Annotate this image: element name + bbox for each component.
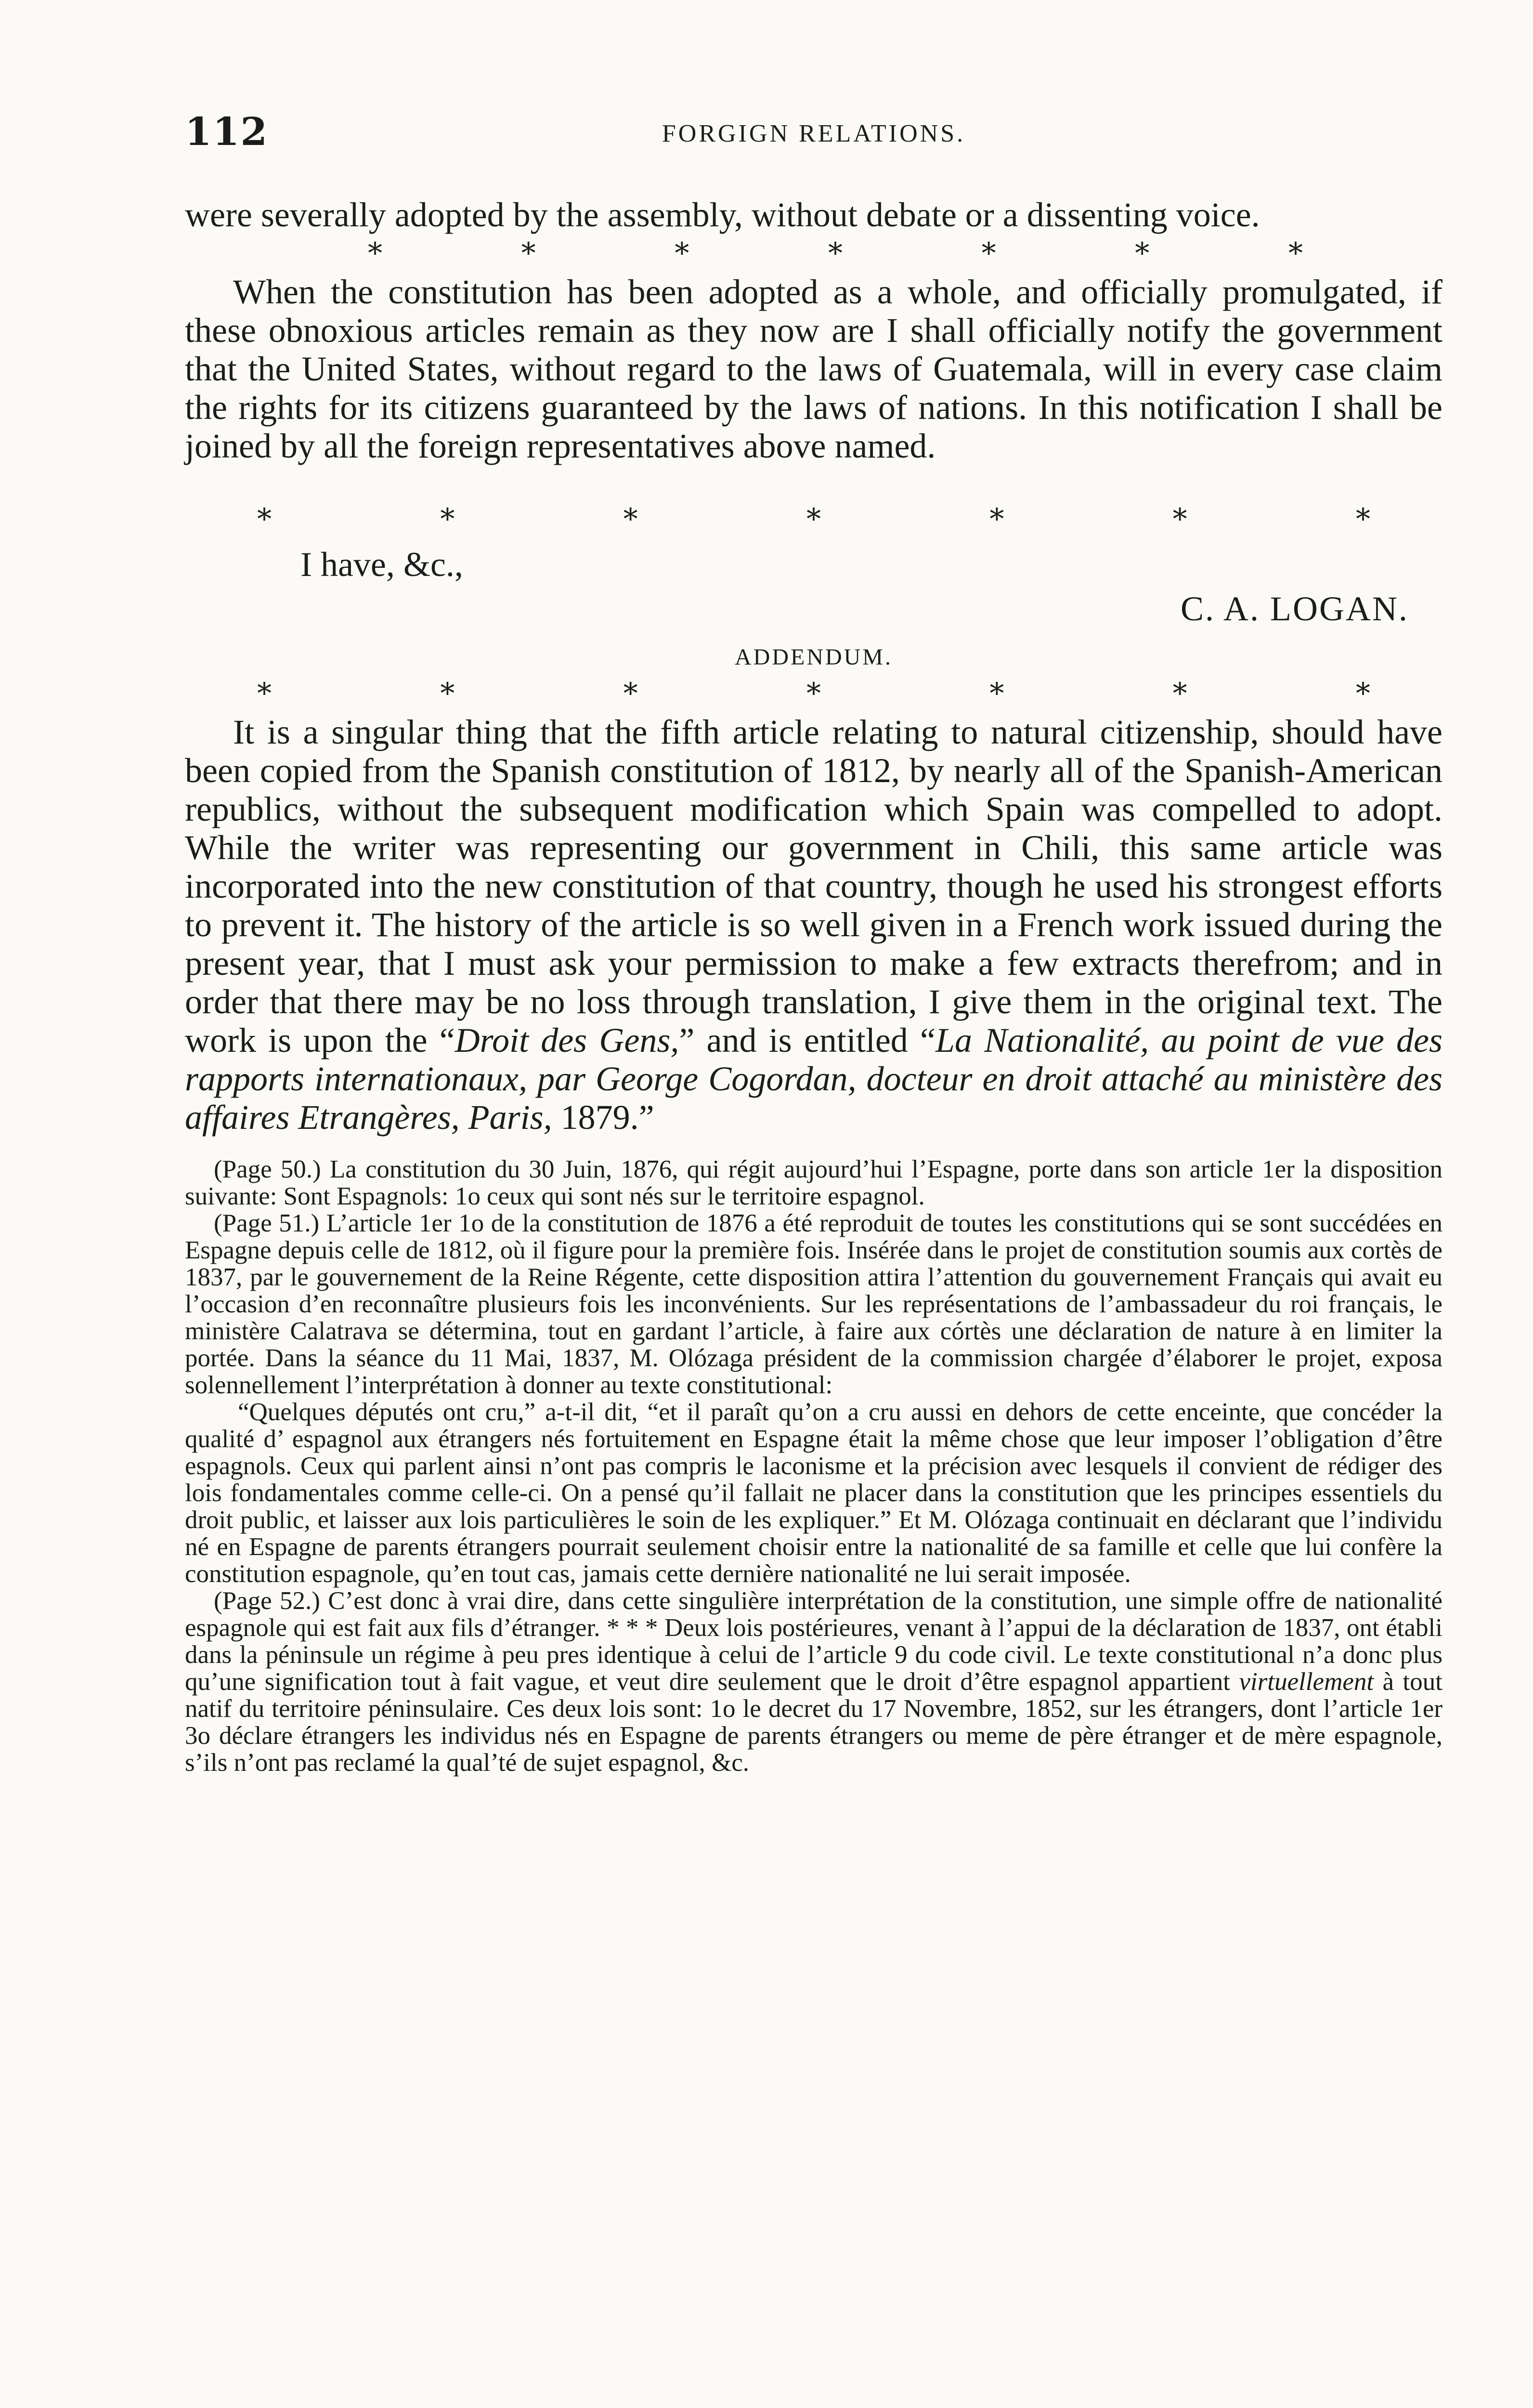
star: * [981, 236, 996, 270]
extract-page-52-end: à tout natif du territoire péninsulaire. Ces deux lois sont: 1o le decret du 17 Novembre, 1852, sur les étrangers, dont l’article 1er 3o déclare étrangers les individus nés en Espagne de parents étrangers ou meme de père étranger et de mère espagnole, s’ils n’ont pas reclamé la qual’té de sujet espagnol, &c. [185, 1668, 1442, 1777]
star: * [1355, 502, 1370, 536]
star: * [828, 236, 843, 270]
addendum-text-start: It is a singular thing that the fifth article relating to natural citizenship, should have been copied from the Spanish constitution of 1812, by nearly all of the Spanish-American republics, without the subsequent modification which Spain was compelled to adopt. While the writer was representing our government in Chili, this same article was incorporated into the new constitution of that country, though he used his strongest efforts to prevent it. The history of the article is so well given in a French work issued during the present year, that I must ask your permission to make a few extracts therefrom; and in order that there may be no loss through translation, I give them in the original text. The work is upon the “ [185, 713, 1442, 1060]
extract-page-51: (Page 51.) L’article 1er 1o de la constitution de 1876 a été reproduit de toutes les constitutions qui se sont succédées en Espagne depuis celle de 1812, où il figure pour la première fois. Insérée dans le projet de constitution soumis aux cortès de 1837, par le gouvernement de la Reine Régente, cette disposition attira l’attention du gouvernement Français qui avait eu l’occasion d’en reconnaître plusieurs fois les inconvénients. Sur les représentations de l’ambassadeur du roi français, le ministère Calatrava se détermina, tout en gardant l’article, à faire aux córtès une déclaration de nature à en limiter la portée. Dans la séance du 11 Mai, 1837, M. Olózaga président de la commission chargée d’élaborer le projet, exposa solennellement l’interprétation à donner au texte constitutional: [185, 1209, 1442, 1399]
addendum-text-end: 1879.” [552, 1098, 654, 1137]
star: * [806, 502, 821, 536]
star: * [806, 677, 821, 710]
book-title: La Nationalité, au point de vue des rapports internationaux, par George Cogordan, docteur en droit attaché au ministère des affaires Etrangères, Paris, [185, 1021, 1442, 1137]
star: * [623, 502, 638, 536]
star: * [1355, 677, 1370, 710]
addendum-heading: ADDENDUM. [735, 644, 893, 670]
star: * [1288, 236, 1303, 270]
star: * [440, 677, 455, 710]
ellipsis-stars-3 [185, 674, 1442, 713]
extract-page-50: (Page 50.) La constitution du 30 Juin, 1876, qui régit aujourd’hui l’Espagne, porte dans son article 1er la disposition suivante: Sont Espagnols: 1o ceux qui sont nés sur le territoire espagnol. [185, 1155, 1442, 1210]
ellipsis-stars-2 [185, 496, 1442, 542]
star: * [440, 502, 455, 536]
page-header [185, 109, 1442, 162]
letter-signature: C. A. LOGAN. [1180, 589, 1409, 628]
star: * [257, 502, 272, 536]
extract-page-52 [185, 1587, 1442, 1776]
running-title: FORGIGN RELATIONS. [662, 120, 966, 147]
star: * [1172, 502, 1187, 536]
letter-paragraph-2: When the constitution has been adopted as a whole, and officially promulgated, if these obnoxious articles remain as they now are I shall officially notify the government that the United States, without regard to the laws of Guatemala, will in every case claim the rights for its citizens guaranteed by the laws of nations. In this notification I shall be joined by all the foreign representatives above named. [185, 273, 1442, 465]
star: * [257, 677, 272, 710]
addendum-paragraph [185, 713, 1442, 1137]
extract-page-52-start: (Page 52.) C’est donc à vrai dire, dans cette singulière interprétation de la constitution, une simple offre de nationalité espagnole qui est fait aux fils d’étranger. * * * Deux lois postérieures, venant à l’appui de la déclaration de 1837, ont établi dans la péninsule un régime à peu pres identique à celui de l’article 9 du code civil. Le texte constitutional n’a donc plus qu’une signification tout à fait vague, et veut dire seulement que le droit d’être espagnol appartient [185, 1587, 1442, 1696]
letter-closing: I have, &c., [300, 545, 463, 584]
extract-olozaga-quote: “Quelques députés ont cru,” a-t-il dit, “et il paraît qu’on a cru aussi en dehors de cette enceinte, que concéder la qualité d’ espagnol aux étrangers nés fortuitement en Espagne était la même chose que leur imposer l’obligation d’être espagnols. Ceux qui parlent ainsi n’ont pas compris le laconisme et la précision avec lesquels il convient de rédiger des lois fondamentales comme celle-ci. On a pensé qu’il fallait ne placer dans la constitution que les principes essentiels du droit public, et laisser aux lois particulières le soin de les expliquer.” Et M. Olózaga continuait en déclarant que l’individu né en Espagne de parents étrangers pourrait seulement choisir entre la nationalité de sa famille et celle que lui confère la constitution espagnole, qu’en tout cas, jamais cette dernière nationalité ne lui serait imposée. [185, 1398, 1442, 1588]
star: * [989, 502, 1004, 536]
french-extracts [185, 1156, 1442, 1776]
star: * [521, 236, 536, 270]
ellipsis-stars-1 [185, 234, 1442, 273]
extract-page-52-italic: virtuellement [1239, 1668, 1374, 1696]
addendum-text-mid: ” and is entitled “ [679, 1021, 935, 1060]
page-number: 112 [185, 109, 268, 154]
book-series-title: Droit des Gens, [455, 1021, 679, 1060]
star: * [1135, 236, 1150, 270]
letter-paragraph-1: were severally adopted by the assembly, without debate or a dissenting voice. [185, 196, 1260, 234]
star: * [1172, 677, 1187, 710]
star: * [675, 236, 689, 270]
star: * [989, 677, 1004, 710]
star: * [368, 236, 382, 270]
page-body [185, 196, 1442, 1776]
star: * [623, 677, 638, 710]
